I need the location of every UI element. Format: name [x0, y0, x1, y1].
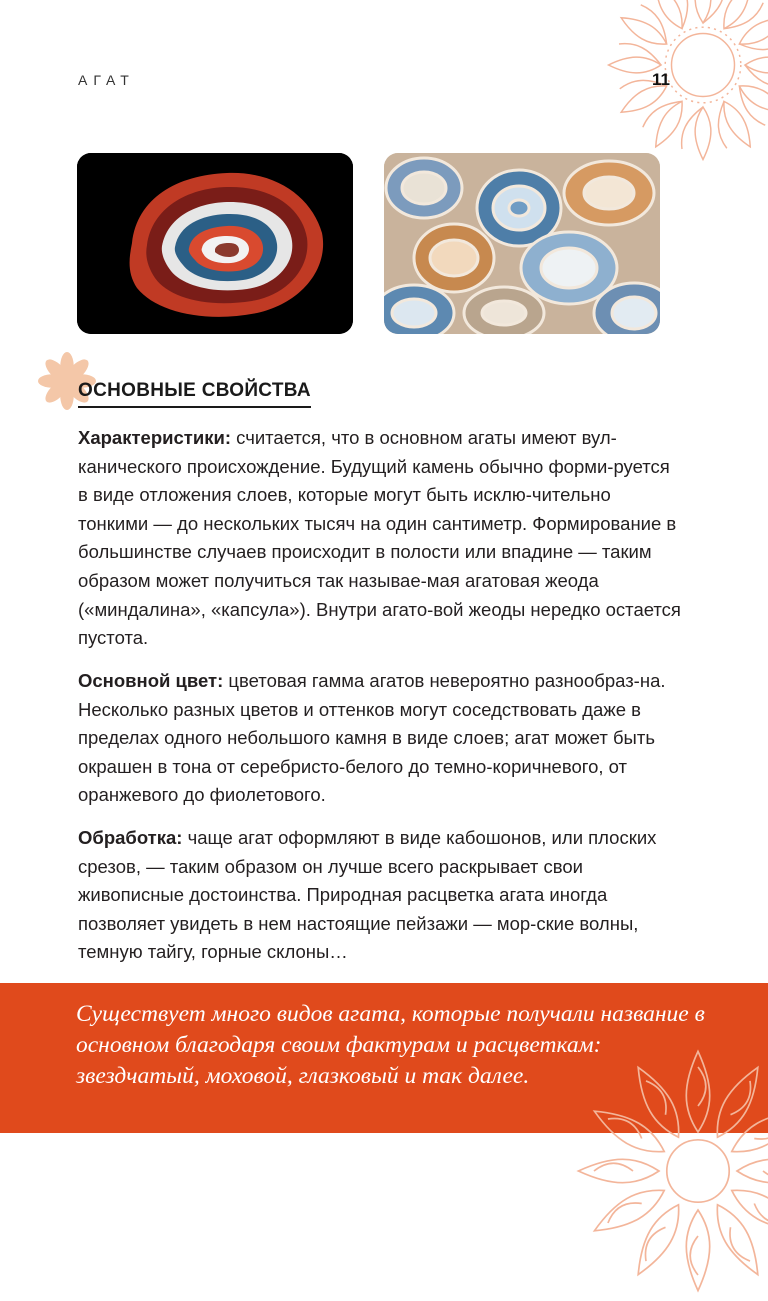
agate-slabs-photo: [384, 153, 660, 334]
paragraph-text: цветовая гамма агатов невероятно разнообраз-на. Несколько разных цветов и оттенков могут соседствовать даже в пределах одного небольшого камня в виде слоев; агат может быть окрашен в тона от серебристо-белого до темно-коричневого, от оранжевого до фиолетового.: [78, 670, 666, 806]
mandala-ornament-top: [598, 0, 768, 170]
paragraph-processing: [78, 824, 683, 967]
paragraph-main-color: [78, 667, 683, 810]
paragraph-text: чаще агат оформляют в виде кабошонов, или плоских срезов, — таким образом он лучше всего раскрывает свои живописные достоинства. Природная расцветка агата иногда позволяет увидеть в нем настоящие пейзажи — мор-ские волны, темную тайгу, горные склоны…: [78, 827, 657, 963]
page-number: 11: [652, 70, 670, 89]
agate-slice-photo: [77, 153, 353, 334]
paragraph-label: Основной цвет:: [78, 670, 224, 691]
paragraph-label: Обработка:: [78, 827, 183, 848]
paragraph-text: считается, что в основном агаты имеют вул-канического происхождение. Будущий камень обычно форми-руется в виде отложения слоев, которые могут быть исклю-чительно тонкими — до нескольких тысяч на один сантиметр. Формирование в большинстве случаев происходит в полости или впадине — таким образом может получиться так называе-мая агатовая жеода («миндалина», «капсула»). Внутри агато-вой жеоды нередко остается пустота.: [78, 427, 681, 649]
paragraph-label: Характеристики:: [78, 427, 232, 448]
running-title: АГАТ: [78, 72, 135, 88]
paragraph-characteristics: [78, 424, 683, 653]
callout-text: Существует много видов агата, которые получали название в основном благодаря своим фактурам и расцветкам: звездчатый, моховой, глазковый и так далее.: [76, 1001, 705, 1089]
mandala-ornament-bottom: [568, 1041, 768, 1301]
section-title: ОСНОВНЫЕ СВОЙСТВА: [78, 380, 311, 408]
